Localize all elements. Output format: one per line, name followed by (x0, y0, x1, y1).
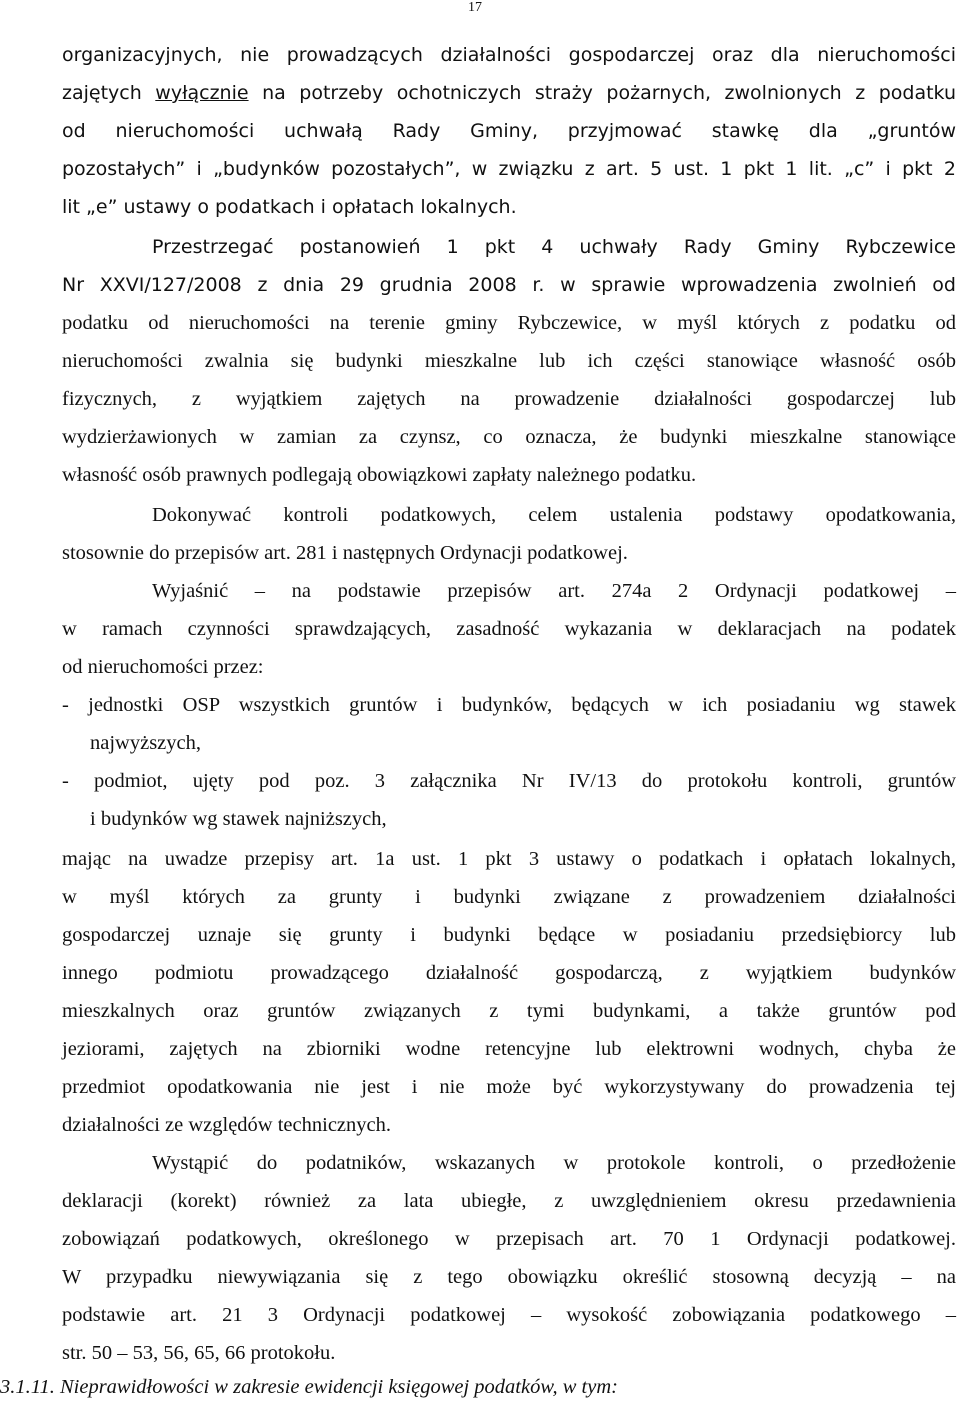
text-line: zobowiązań podatkowych, określonego w przepisach art. 70 1 Ordynacji podatkowej. (62, 1228, 956, 1250)
page-number: 17 (468, 0, 482, 15)
text-line: mieszkalnych oraz gruntów związanych z tymi budynkami, a także gruntów pod (62, 1000, 956, 1022)
text-line: przedmiot opodatkowania nie jest i nie może być wykorzystywany do prowadzenia tej (62, 1076, 956, 1098)
text-line: pozostałych” i „budynków pozostałych”, w związku z art. 5 ust. 1 pkt 1 lit. „c” i pkt 2 (62, 158, 956, 180)
text-line: stosownie do przepisów art. 281 i następnych Ordynacji podatkowej. (62, 542, 628, 564)
text-line: podstawie art. 21 3 Ordynacji podatkowej – wysokość zobowiązania podatkowego – (62, 1304, 956, 1326)
text-line: deklaracji (korekt) również za lata ubiegłe, z uwzględnieniem okresu przedawnienia (62, 1190, 956, 1212)
text-line: organizacyjnych, nie prowadzących działalności gospodarczej oraz dla nieruchomości (62, 44, 956, 66)
text-line: innego podmiotu prowadzącego działalność gospodarczą, z wyjątkiem budynków (62, 962, 956, 984)
text-line: lit „e” ustawy o podatkach i opłatach lokalnych. (62, 196, 517, 218)
text-line: Wystąpić do podatników, wskazanych w protokole kontroli, o przedłożenie (152, 1152, 956, 1174)
text-line: w myśl których za grunty i budynki związane z prowadzeniem działalności (62, 886, 956, 908)
text-line: gospodarczej uznaje się grunty i budynki będące w posiadaniu przedsiębiorcy lub (62, 924, 956, 946)
text-line: str. 50 – 53, 56, 65, 66 protokołu. (62, 1342, 336, 1364)
list-item-continuation: najwyższych, (90, 732, 201, 754)
text-line: jeziorami, zajętych na zbiorniki wodne retencyjne lub elektrowni wodnych, chyba że (62, 1038, 956, 1060)
text-line: w ramach czynności sprawdzających, zasadność wykazania w deklaracjach na podatek (62, 618, 956, 640)
text-line: od nieruchomości przez: (62, 656, 264, 678)
text-line: fizycznych, z wyjątkiem zajętych na prowadzenie działalności gospodarczej lub (62, 388, 956, 410)
text-line: Wyjaśnić – na podstawie przepisów art. 274a 2 Ordynacji podatkowej – (152, 580, 956, 602)
list-item-continuation: i budynków wg stawek najniższych, (90, 808, 387, 830)
text-fragment: zajętych (62, 82, 156, 104)
text-line: od nieruchomości uchwałą Rady Gminy, przyjmować stawkę dla „gruntów (62, 120, 956, 142)
text-line: własność osób prawnych podlegają obowiązkowi zapłaty należnego podatku. (62, 464, 697, 486)
text-fragment: na potrzeby ochotniczych straży pożarnych, zwolnionych z podatku (248, 82, 956, 104)
text-line: działalności ze względów technicznych. (62, 1114, 391, 1136)
text-line: wydzierżawionych w zamian za czynsz, co oznacza, że budynki mieszkalne stanowiące (62, 426, 956, 448)
section-heading: 3.1.11. Nieprawidłowości w zakresie ewidencji księgowej podatków, w tym: (0, 1376, 618, 1398)
text-line: Przestrzegać postanowień 1 pkt 4 uchwały Rady Gminy Rybczewice (152, 236, 956, 258)
text-line: Nr XXVI/127/2008 z dnia 29 grudnia 2008 r. w sprawie wprowadzenia zwolnień od (62, 274, 956, 296)
list-item: - jednostki OSP wszystkich gruntów i budynków, będących w ich posiadaniu wg stawek (62, 694, 956, 716)
text-line: W przypadku niewywiązania się z tego obowiązku określić stosowną decyzją – na (62, 1266, 956, 1288)
text-line: mając na uwadze przepisy art. 1a ust. 1 pkt 3 ustawy o podatkach i opłatach lokalnych, (62, 848, 956, 870)
text-line: Dokonywać kontroli podatkowych, celem ustalenia podstawy opodatkowania, (152, 504, 956, 526)
text-line: podatku od nieruchomości na terenie gminy Rybczewice, w myśl których z podatku od (62, 312, 956, 334)
list-item: - podmiot, ujęty pod poz. 3 załącznika Nr IV/13 do protokołu kontroli, gruntów (62, 770, 956, 792)
text-line (62, 80, 956, 106)
text-line: nieruchomości zwalnia się budynki mieszkalne lub ich części stanowiące własność osób (62, 350, 956, 372)
underlined-word: wyłącznie (155, 82, 249, 104)
